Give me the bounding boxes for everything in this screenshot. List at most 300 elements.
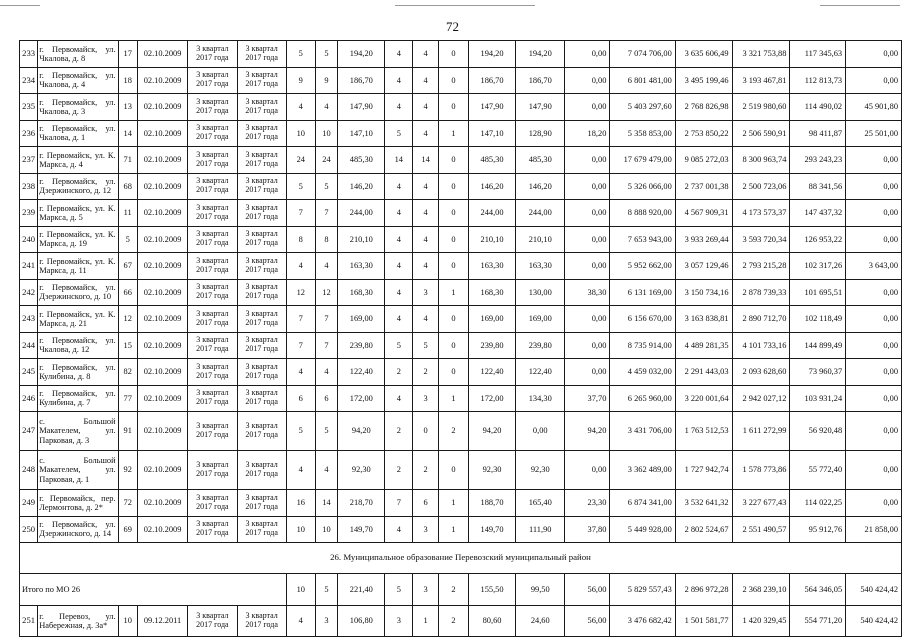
cell-q2: 3 квартал 2017 года [237,606,286,637]
cell-q2: 3 квартал 2017 года [237,94,286,121]
cell-q1: 3 квартал 2017 года [188,606,237,637]
cell-c10: 2 [413,451,439,490]
cell-c7: 8 [315,226,338,253]
cell-c16: 3 220 001,64 [675,385,732,412]
cell-address: г. Первомайск, ул. Дзержинского, д. 14 [38,516,118,543]
cell-c18: 102 118,49 [790,306,846,333]
cell-c10: 4 [413,41,439,68]
cell-c19: 0,00 [846,173,902,200]
cell-c17: 1 420 329,45 [732,606,790,637]
cell-c18: 554 771,20 [790,606,846,637]
cell-date: 02.10.2009 [137,173,187,200]
cell-c15: 5 952 662,00 [610,253,675,280]
cell-address: г. Первомайск, ул. К. Маркса, д. 11 [38,253,118,280]
cell-c13: 146,20 [516,173,565,200]
cell-c13: 186,70 [516,67,565,94]
cell-c2: 92 [118,451,137,490]
cell-c19: 0,00 [846,200,902,227]
cell-c12: 80,60 [468,606,515,637]
total-cell-c10: 3 [413,574,439,606]
cell-c8: 485,30 [338,147,385,174]
cell-c9: 5 [385,120,413,147]
cell-c12: 172,00 [468,385,515,412]
cell-q2: 3 квартал 2017 года [237,67,286,94]
total-cell-c16: 2 896 972,28 [675,574,732,606]
cell-c2: 12 [118,306,137,333]
cell-c16: 9 085 272,03 [675,147,732,174]
cell-c2: 13 [118,94,137,121]
table-row [20,253,902,280]
cell-date: 02.10.2009 [137,253,187,280]
cell-address: г. Первомайск, ул. К. Маркса, д. 5 [38,200,118,227]
cell-c17: 2 890 712,70 [732,306,790,333]
cell-c14: 0,00 [565,226,610,253]
cell-q1: 3 квартал 2017 года [188,359,237,386]
cell-c17: 3 227 677,43 [732,490,790,517]
cell-c12: 244,00 [468,200,515,227]
cell-c18: 103 931,24 [790,385,846,412]
cell-c2: 5 [118,226,137,253]
cell-c9: 4 [385,253,413,280]
cell-n: 244 [20,332,38,359]
cell-c9: 4 [385,173,413,200]
cell-q2: 3 квартал 2017 года [237,173,286,200]
cell-c12: 168,30 [468,279,515,306]
cell-c17: 2 878 739,33 [732,279,790,306]
cell-c2: 67 [118,253,137,280]
cell-c16: 3 532 641,32 [675,490,732,517]
cell-c9: 4 [385,226,413,253]
cell-date: 02.10.2009 [137,490,187,517]
cell-c7: 7 [315,200,338,227]
cell-c11: 0 [438,226,468,253]
cell-c18: 98 411,87 [790,120,846,147]
cell-date: 02.10.2009 [137,120,187,147]
cell-c9: 4 [385,67,413,94]
cell-q2: 3 квартал 2017 года [237,279,286,306]
cell-c18: 112 813,73 [790,67,846,94]
table-row [20,516,902,543]
cell-c11: 0 [438,67,468,94]
cell-c8: 163,30 [338,253,385,280]
cell-c16: 1 727 942,74 [675,451,732,490]
cell-c8: 244,00 [338,200,385,227]
cell-c8: 147,10 [338,120,385,147]
cell-address: г. Первомайск, ул. К. Маркса, д. 19 [38,226,118,253]
table-row [20,67,902,94]
cell-q2: 3 квартал 2017 года [237,253,286,280]
cell-q2: 3 квартал 2017 года [237,412,286,451]
cell-c14: 0,00 [565,253,610,280]
cell-c16: 3 495 199,46 [675,67,732,94]
cell-c7: 5 [315,412,338,451]
cell-c11: 0 [438,359,468,386]
cell-c12: 163,30 [468,253,515,280]
cell-n: 238 [20,173,38,200]
table-row [20,94,902,121]
cell-c18: 144 899,49 [790,332,846,359]
cell-date: 02.10.2009 [137,94,187,121]
cell-c2: 10 [118,606,137,637]
cell-q1: 3 квартал 2017 года [188,41,237,68]
cell-c6: 4 [286,451,315,490]
cell-c7: 5 [315,173,338,200]
cell-c6: 24 [286,147,315,174]
page-number: 72 [446,19,459,34]
cell-c9: 7 [385,490,413,517]
cell-n: 236 [20,120,38,147]
cell-c11: 0 [438,253,468,280]
cell-c2: 14 [118,120,137,147]
cell-c10: 4 [413,67,439,94]
cell-c18: 56 920,48 [790,412,846,451]
cell-c7: 10 [315,120,338,147]
cell-c8: 239,80 [338,332,385,359]
cell-c11: 1 [438,279,468,306]
cell-c12: 149,70 [468,516,515,543]
cell-c14: 0,00 [565,41,610,68]
cell-c9: 4 [385,516,413,543]
cell-c9: 4 [385,306,413,333]
section-title: 26. Муниципальное образование Перевозский муниципальный район [20,543,902,574]
cell-n: 234 [20,67,38,94]
cell-c17: 2 500 723,06 [732,173,790,200]
cell-c9: 5 [385,332,413,359]
cell-c11: 1 [438,490,468,517]
cell-c8: 168,30 [338,279,385,306]
cell-c8: 172,00 [338,385,385,412]
cell-c16: 1 763 512,53 [675,412,732,451]
cell-date: 02.10.2009 [137,412,187,451]
cell-c2: 71 [118,147,137,174]
cell-c9: 4 [385,385,413,412]
cell-c19: 0,00 [846,147,902,174]
cell-c6: 4 [286,606,315,637]
cell-c14: 18,20 [565,120,610,147]
cell-address: г. Первомайск, ул. Чкалова, д. 3 [38,94,118,121]
cell-c10: 4 [413,200,439,227]
cell-c6: 16 [286,490,315,517]
cell-c11: 0 [438,173,468,200]
cell-c2: 77 [118,385,137,412]
cell-c12: 147,90 [468,94,515,121]
cell-c7: 7 [315,306,338,333]
total-cell-c11: 2 [438,574,468,606]
cell-c18: 114 490,02 [790,94,846,121]
cell-c7: 4 [315,94,338,121]
cell-c16: 3 057 129,46 [675,253,732,280]
cell-c2: 11 [118,200,137,227]
cell-c12: 169,00 [468,306,515,333]
cell-date: 02.10.2009 [137,279,187,306]
cell-c6: 5 [286,173,315,200]
cell-c15: 6 156 670,00 [610,306,675,333]
cell-c17: 2 793 215,28 [732,253,790,280]
cell-c11: 1 [438,516,468,543]
cell-c7: 14 [315,490,338,517]
cell-c19: 0,00 [846,306,902,333]
cell-c17: 8 300 963,74 [732,147,790,174]
cell-date: 02.10.2009 [137,385,187,412]
cell-c2: 82 [118,359,137,386]
table-row [20,606,902,637]
cell-c12: 122,40 [468,359,515,386]
cell-c12: 94,20 [468,412,515,451]
cell-q2: 3 квартал 2017 года [237,516,286,543]
cell-date: 09.12.2011 [137,606,187,637]
cell-c7: 24 [315,147,338,174]
cell-n: 235 [20,94,38,121]
top-rule-right [820,5,900,6]
cell-c16: 2 768 826,98 [675,94,732,121]
cell-date: 02.10.2009 [137,67,187,94]
cell-address: с. Большой Макателем, ул. Парковая, д. 1 [38,451,118,490]
cell-c19: 0,00 [846,451,902,490]
cell-c15: 6 801 481,00 [610,67,675,94]
cell-address: г. Первомайск, ул. Чкалова, д. 12 [38,332,118,359]
cell-c13: 122,40 [516,359,565,386]
cell-c6: 4 [286,94,315,121]
cell-c8: 147,90 [338,94,385,121]
cell-c17: 1 611 272,99 [732,412,790,451]
cell-address: г. Первомайск, ул. Чкалова, д. 8 [38,41,118,68]
cell-c14: 37,70 [565,385,610,412]
cell-c2: 66 [118,279,137,306]
cell-c17: 3 593 720,34 [732,226,790,253]
cell-c13: 147,90 [516,94,565,121]
cell-c15: 3 431 706,00 [610,412,675,451]
cell-q1: 3 квартал 2017 года [188,451,237,490]
cell-c11: 0 [438,41,468,68]
cell-c13: 244,00 [516,200,565,227]
cell-c11: 2 [438,606,468,637]
cell-q1: 3 квартал 2017 года [188,306,237,333]
cell-c10: 4 [413,94,439,121]
cell-q2: 3 квартал 2017 года [237,226,286,253]
total-cell-c18: 564 346,05 [790,574,846,606]
cell-c2: 15 [118,332,137,359]
table-row [20,147,902,174]
cell-c18: 147 437,32 [790,200,846,227]
cell-c10: 1 [413,606,439,637]
cell-q2: 3 квартал 2017 года [237,385,286,412]
cell-c7: 4 [315,451,338,490]
cell-c15: 5 326 066,00 [610,173,675,200]
cell-c15: 6 874 341,00 [610,490,675,517]
cell-n: 246 [20,385,38,412]
cell-c15: 5 358 853,00 [610,120,675,147]
cell-c17: 2 942 027,12 [732,385,790,412]
cell-q2: 3 квартал 2017 года [237,490,286,517]
cell-c19: 540 424,42 [846,606,902,637]
cell-c12: 186,70 [468,67,515,94]
table-row [20,306,902,333]
cell-c6: 7 [286,306,315,333]
cell-n: 242 [20,279,38,306]
cell-c10: 3 [413,385,439,412]
cell-c10: 4 [413,306,439,333]
cell-c9: 4 [385,279,413,306]
cell-c10: 4 [413,120,439,147]
cell-c14: 37,80 [565,516,610,543]
top-rule-center [395,5,535,6]
cell-c12: 146,20 [468,173,515,200]
cell-c16: 2 753 850,22 [675,120,732,147]
cell-c6: 6 [286,385,315,412]
cell-c18: 55 772,40 [790,451,846,490]
cell-c17: 1 578 773,86 [732,451,790,490]
cell-c16: 2 291 443,03 [675,359,732,386]
cell-c13: 111,90 [516,516,565,543]
cell-c15: 7 074 706,00 [610,41,675,68]
cell-c7: 4 [315,253,338,280]
cell-c10: 6 [413,490,439,517]
cell-c18: 73 960,37 [790,359,846,386]
cell-q2: 3 квартал 2017 года [237,306,286,333]
cell-c8: 194,20 [338,41,385,68]
total-cell-c9: 5 [385,574,413,606]
cell-n: 237 [20,147,38,174]
cell-c8: 122,40 [338,359,385,386]
cell-c9: 2 [385,451,413,490]
cell-q1: 3 квартал 2017 года [188,332,237,359]
cell-c11: 0 [438,332,468,359]
cell-q1: 3 квартал 2017 года [188,173,237,200]
top-rule-left [0,5,40,6]
cell-c19: 0,00 [846,41,902,68]
cell-c18: 114 022,25 [790,490,846,517]
cell-c12: 92,30 [468,451,515,490]
cell-q1: 3 квартал 2017 года [188,120,237,147]
cell-n: 233 [20,41,38,68]
cell-c12: 239,80 [468,332,515,359]
cell-c13: 130,00 [516,279,565,306]
table-row [20,451,902,490]
cell-c14: 23,30 [565,490,610,517]
table-row [20,279,902,306]
cell-c17: 3 321 753,88 [732,41,790,68]
cell-c12: 194,20 [468,41,515,68]
cell-c13: 24,60 [516,606,565,637]
cell-address: г. Первомайск, ул. Дзержинского, д. 12 [38,173,118,200]
cell-c11: 2 [438,412,468,451]
cell-n: 249 [20,490,38,517]
cell-c13: 165,40 [516,490,565,517]
cell-c6: 7 [286,200,315,227]
cell-c17: 4 101 733,16 [732,332,790,359]
cell-c17: 2 093 628,60 [732,359,790,386]
cell-date: 02.10.2009 [137,451,187,490]
cell-c12: 188,70 [468,490,515,517]
cell-c14: 0,00 [565,173,610,200]
cell-q2: 3 квартал 2017 года [237,332,286,359]
cell-c19: 0,00 [846,385,902,412]
cell-c13: 134,30 [516,385,565,412]
cell-c19: 0,00 [846,67,902,94]
cell-c6: 10 [286,120,315,147]
cell-c10: 0 [413,412,439,451]
cell-c13: 169,00 [516,306,565,333]
cell-c14: 0,00 [565,306,610,333]
cell-n: 251 [20,606,38,637]
table-row [20,41,902,68]
cell-q2: 3 квартал 2017 года [237,451,286,490]
total-cell-c12: 155,50 [468,574,515,606]
cell-c13: 210,10 [516,226,565,253]
cell-q1: 3 квартал 2017 года [188,385,237,412]
table-row [20,120,902,147]
cell-q2: 3 квартал 2017 года [237,120,286,147]
cell-c8: 149,70 [338,516,385,543]
table-row [20,385,902,412]
table-body [20,41,902,637]
cell-c15: 3 362 489,00 [610,451,675,490]
cell-c18: 117 345,63 [790,41,846,68]
cell-c14: 0,00 [565,359,610,386]
cell-c7: 3 [315,606,338,637]
cell-c8: 210,10 [338,226,385,253]
cell-q1: 3 квартал 2017 года [188,94,237,121]
cell-c9: 4 [385,200,413,227]
cell-c19: 0,00 [846,490,902,517]
cell-c15: 4 459 032,00 [610,359,675,386]
cell-c15: 8 888 920,00 [610,200,675,227]
cell-c14: 38,30 [565,279,610,306]
table-row [20,200,902,227]
cell-c16: 4 567 909,31 [675,200,732,227]
cell-c11: 1 [438,120,468,147]
cell-c18: 102 317,26 [790,253,846,280]
cell-c6: 8 [286,226,315,253]
cell-c18: 126 953,22 [790,226,846,253]
cell-c8: 106,80 [338,606,385,637]
cell-c14: 0,00 [565,332,610,359]
cell-c2: 68 [118,173,137,200]
cell-date: 02.10.2009 [137,200,187,227]
table-row [20,412,902,451]
cell-address: г. Перевоз, ул. Набережная, д. 3а* [38,606,118,637]
cell-c9: 4 [385,41,413,68]
cell-q2: 3 квартал 2017 года [237,41,286,68]
total-cell-c6: 10 [286,574,315,606]
cell-c15: 6 131 169,00 [610,279,675,306]
total-cell-c17: 2 368 239,10 [732,574,790,606]
cell-n: 250 [20,516,38,543]
cell-address: г. Первомайск, ул. Чкалова, д. 1 [38,120,118,147]
cell-c16: 3 933 269,44 [675,226,732,253]
cell-c7: 9 [315,67,338,94]
cell-c8: 169,00 [338,306,385,333]
cell-c10: 2 [413,359,439,386]
cell-c14: 0,00 [565,451,610,490]
cell-c8: 94,20 [338,412,385,451]
cell-date: 02.10.2009 [137,226,187,253]
cell-c13: 485,30 [516,147,565,174]
cell-c10: 4 [413,253,439,280]
cell-date: 02.10.2009 [137,41,187,68]
cell-n: 241 [20,253,38,280]
total-cell-c7: 5 [315,574,338,606]
total-cell-c19: 540 424,42 [846,574,902,606]
cell-c17: 2 506 590,91 [732,120,790,147]
cell-n: 247 [20,412,38,451]
cell-c16: 1 501 581,77 [675,606,732,637]
cell-c16: 3 150 734,16 [675,279,732,306]
cell-c18: 101 695,51 [790,279,846,306]
total-cell-c8: 221,40 [338,574,385,606]
cell-c19: 0,00 [846,359,902,386]
cell-c8: 186,70 [338,67,385,94]
